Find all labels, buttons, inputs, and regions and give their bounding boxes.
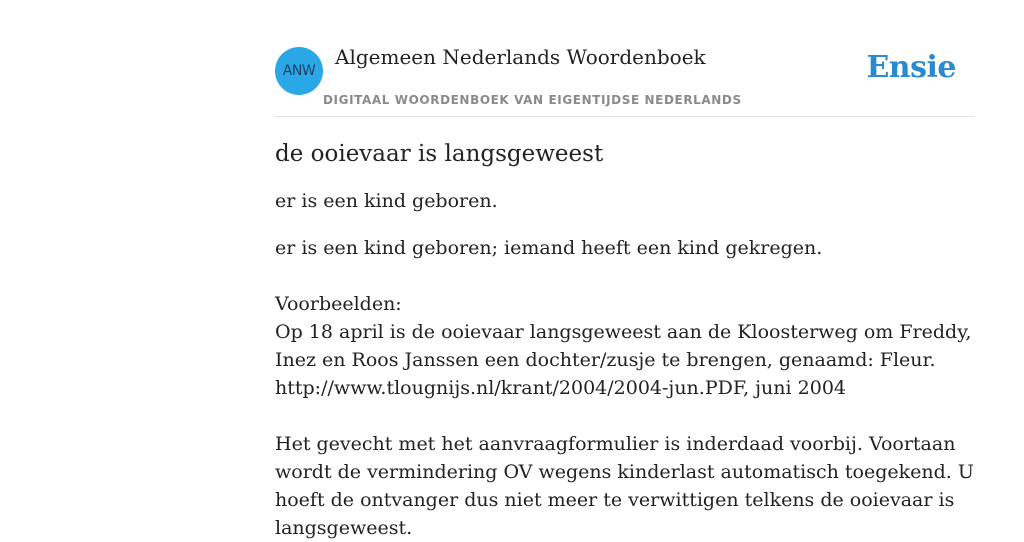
site-title[interactable]: Algemeen Nederlands Woordenboek [335, 45, 706, 69]
site-subtitle: DIGITAAL WOORDENBOEK VAN EIGENTIJDSE NEDERLANDS [323, 93, 742, 107]
short-definition: er is een kind geboren. [275, 190, 498, 212]
site-header [275, 0, 975, 117]
example-text: Op 18 april is de ooievaar langsgeweest aan de Kloosterweg om Freddy, Inez en Roos Janssen een dochter/zusje te brengen, genaamd: Fleur. [275, 321, 972, 371]
entry-content [275, 138, 975, 542]
example-spacer [275, 402, 975, 430]
full-definition: er is een kind geboren; iemand heeft een kind gekregen. [275, 237, 823, 259]
example-text: Het gevecht met het aanvraagformulier is inderdaad voorbij. Voortaan wordt de vermindering OV wegens kinderlast automatisch toegekend. U hoeft de ontvanger dus niet meer te verwittigen telkens de ooievaar is langsgeweest. [275, 433, 974, 539]
anw-logo[interactable]: ANW [275, 47, 323, 95]
examples-label: Voorbeelden: [275, 293, 402, 315]
ensie-brand-logo[interactable]: Ensie [866, 50, 956, 85]
examples-section [275, 290, 975, 542]
headword: de ooievaar is langsgeweest [275, 141, 604, 167]
example-source: http://www.tlougnijs.nl/krant/2004/2004-jun.PDF, juni 2004 [275, 377, 846, 399]
